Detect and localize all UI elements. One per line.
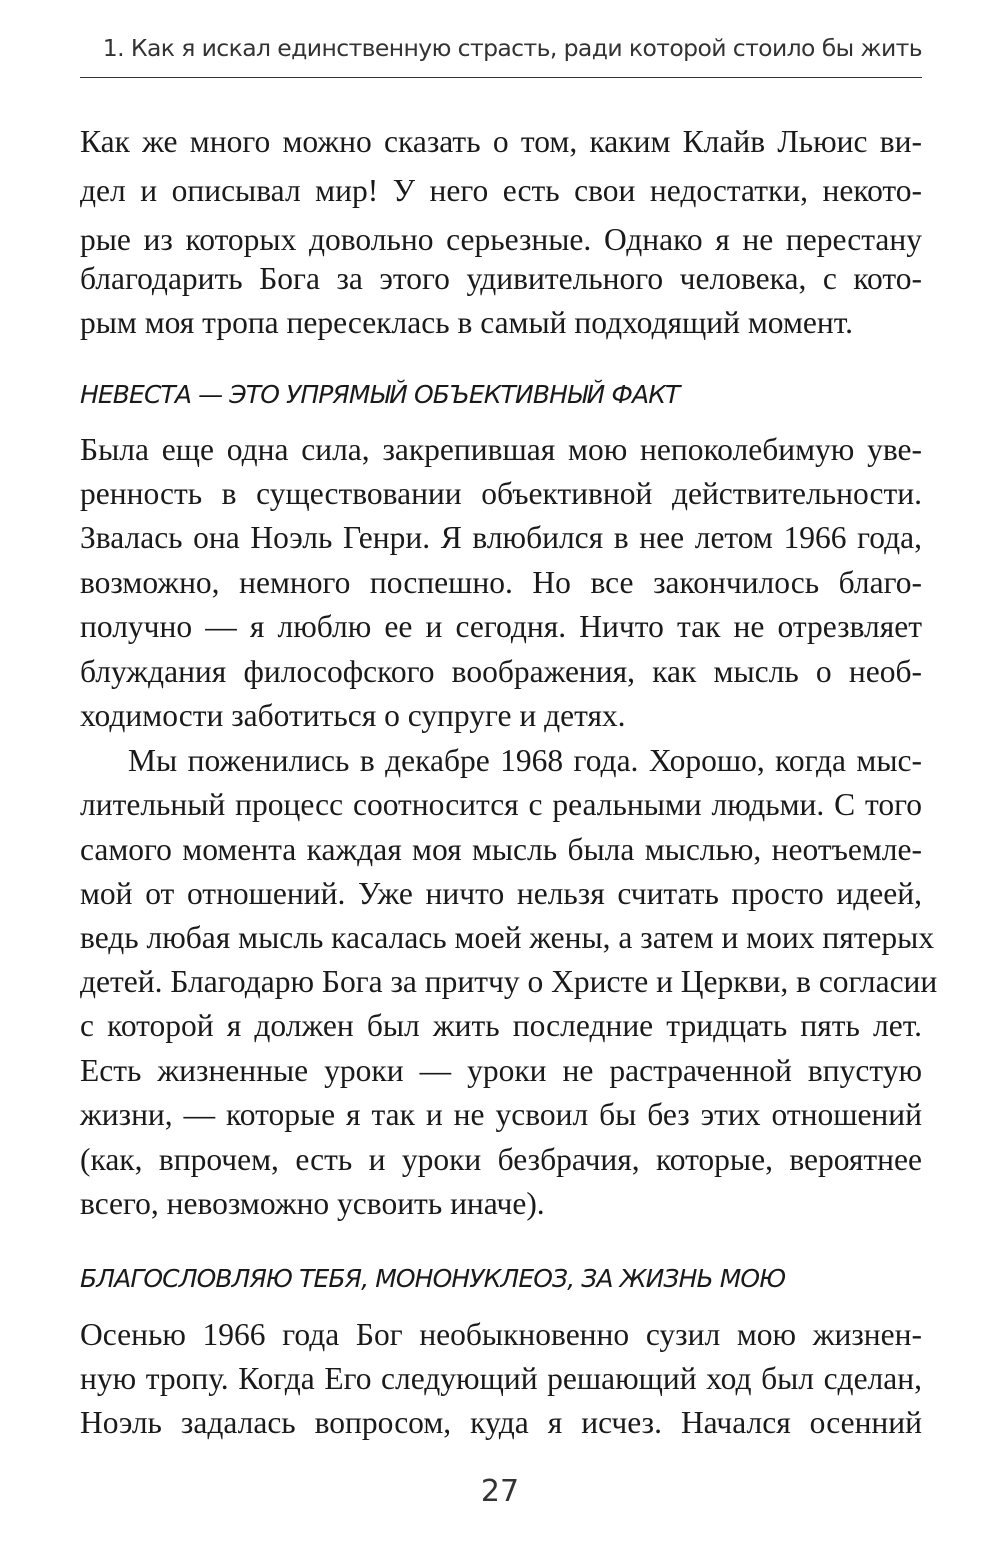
body-line: ведь любая мысль касалась моей жены, а затем и моих пятерых xyxy=(80,920,935,955)
section-heading: БЛАГОСЛОВЛЯЮ ТЕБЯ, МОНОНУКЛЕОЗ, ЗА ЖИЗНЬ МОЮ xyxy=(80,1264,786,1293)
body-line: всего, невозможно усвоить иначе). xyxy=(80,1186,545,1221)
body-line: Как же много можно сказать о том, каким Клайв Льюис ви- xyxy=(80,124,922,159)
body-line: дел и описывал мир! У него есть свои недостатки, некото- xyxy=(80,173,922,208)
body-line: Ноэль задалась вопросом, куда я исчез. Начался осенний xyxy=(80,1405,922,1440)
body-line: Есть жизненные уроки — уроки не растраченной впустую xyxy=(80,1053,922,1088)
body-line: ную тропу. Когда Его следующий решающий ход был сделан, xyxy=(80,1361,922,1396)
body-line: жизни, — которые я так и не усвоил бы без этих отношений xyxy=(80,1097,922,1132)
body-line: Осенью 1966 года Бог необыкновенно сузил мою жизнен- xyxy=(80,1317,922,1352)
body-line: лительный процесс соотносится с реальными людьми. С того xyxy=(80,787,922,822)
body-line: ходимости заботиться о супруге и детях. xyxy=(80,698,626,733)
body-line: (как, впрочем, есть и уроки безбрачия, которые, вероятнее xyxy=(80,1142,922,1177)
body-line: мой от отношений. Уже ничто нельзя считать просто идеей, xyxy=(80,876,922,911)
body-line: Была еще одна сила, закрепившая мою непоколебимую уве- xyxy=(80,432,922,467)
body-line: возможно, немного поспешно. Но все закончилось благо- xyxy=(80,565,922,600)
body-line: с которой я должен был жить последние тридцать пять лет. xyxy=(80,1008,922,1043)
body-line: Звалась она Ноэль Генри. Я влюбился в нее летом 1966 года, xyxy=(80,520,922,555)
body-line: Мы поженились в декабре 1968 года. Хорошо, когда мыс- xyxy=(128,743,922,778)
body-line: получно — я люблю ее и сегодня. Ничто так не отрезвляет xyxy=(80,609,922,644)
body-line: блуждания философского воображения, как мысль о необ- xyxy=(80,654,922,689)
body-line: благодарить Бога за этого удивительного человека, с кото- xyxy=(80,261,922,296)
section-heading: НЕВЕСТА — ЭТО УПРЯМЫЙ ОБЪЕКТИВНЫЙ ФАКТ xyxy=(80,380,680,409)
body-line: детей. Благодарю Бога за притчу о Христе и Церкви, в согласии xyxy=(80,964,938,999)
body-line: ренность в существовании объективной действительности. xyxy=(80,476,922,511)
header-rule xyxy=(80,77,922,78)
running-header: 1. Как я искал единственную страсть, ради которой стоило бы жить xyxy=(102,34,922,62)
body-line: рым моя тропа пересеклась в самый подходящий момент. xyxy=(80,305,853,340)
page-number: 27 xyxy=(480,1474,520,1509)
body-line: самого момента каждая моя мысль была мыслью, неотъемле- xyxy=(80,832,922,867)
body-line: рые из которых довольно серьезные. Однако я не перестану xyxy=(80,222,922,257)
